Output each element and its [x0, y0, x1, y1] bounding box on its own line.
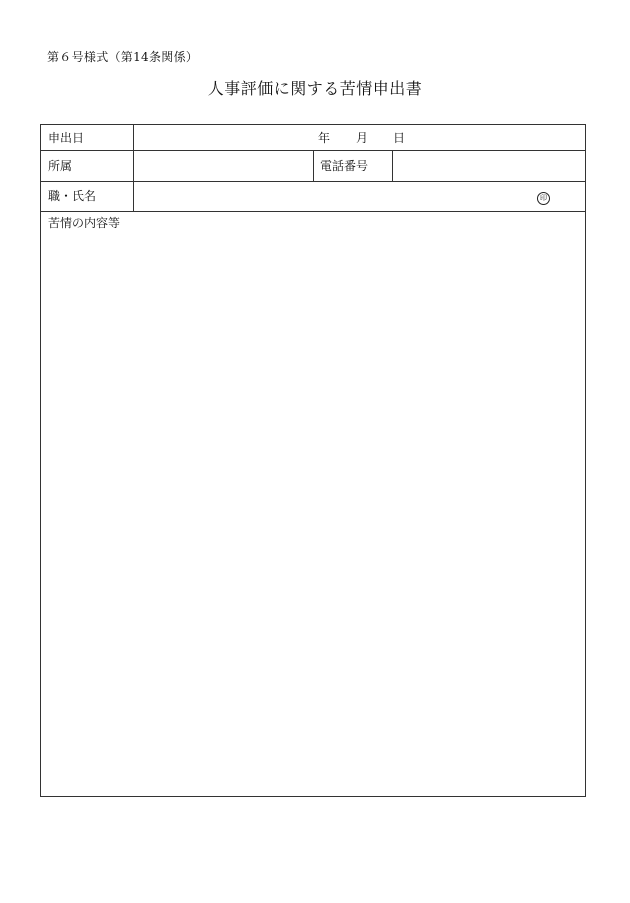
application-date-label: 申出日 — [48, 131, 85, 145]
phone-label-left-divider — [313, 150, 314, 181]
date-year-label: 年 — [318, 131, 331, 145]
complaint-form — [40, 124, 586, 797]
application-date-field[interactable] — [134, 125, 586, 150]
position-name-field[interactable] — [134, 182, 586, 211]
phone-field[interactable] — [393, 151, 586, 181]
position-name-label: 職・氏名 — [48, 189, 97, 203]
page-title-text: 人事評価に関する苦情申出書 — [207, 79, 423, 98]
row-divider-3 — [41, 211, 585, 212]
date-day-label: 日 — [393, 131, 406, 145]
complaint-label: 苦情の内容等 — [48, 216, 121, 230]
complaint-content-field[interactable] — [41, 231, 586, 796]
phone-label: 電話番号 — [320, 159, 369, 173]
seal-icon: 印 — [537, 192, 550, 205]
seal-mark — [537, 189, 550, 205]
affiliation-field[interactable] — [134, 151, 313, 181]
date-month-label: 月 — [356, 131, 369, 145]
page-title — [0, 76, 630, 99]
form-number: 第６号様式（第14条関係） — [47, 50, 199, 64]
affiliation-label: 所属 — [48, 159, 73, 173]
